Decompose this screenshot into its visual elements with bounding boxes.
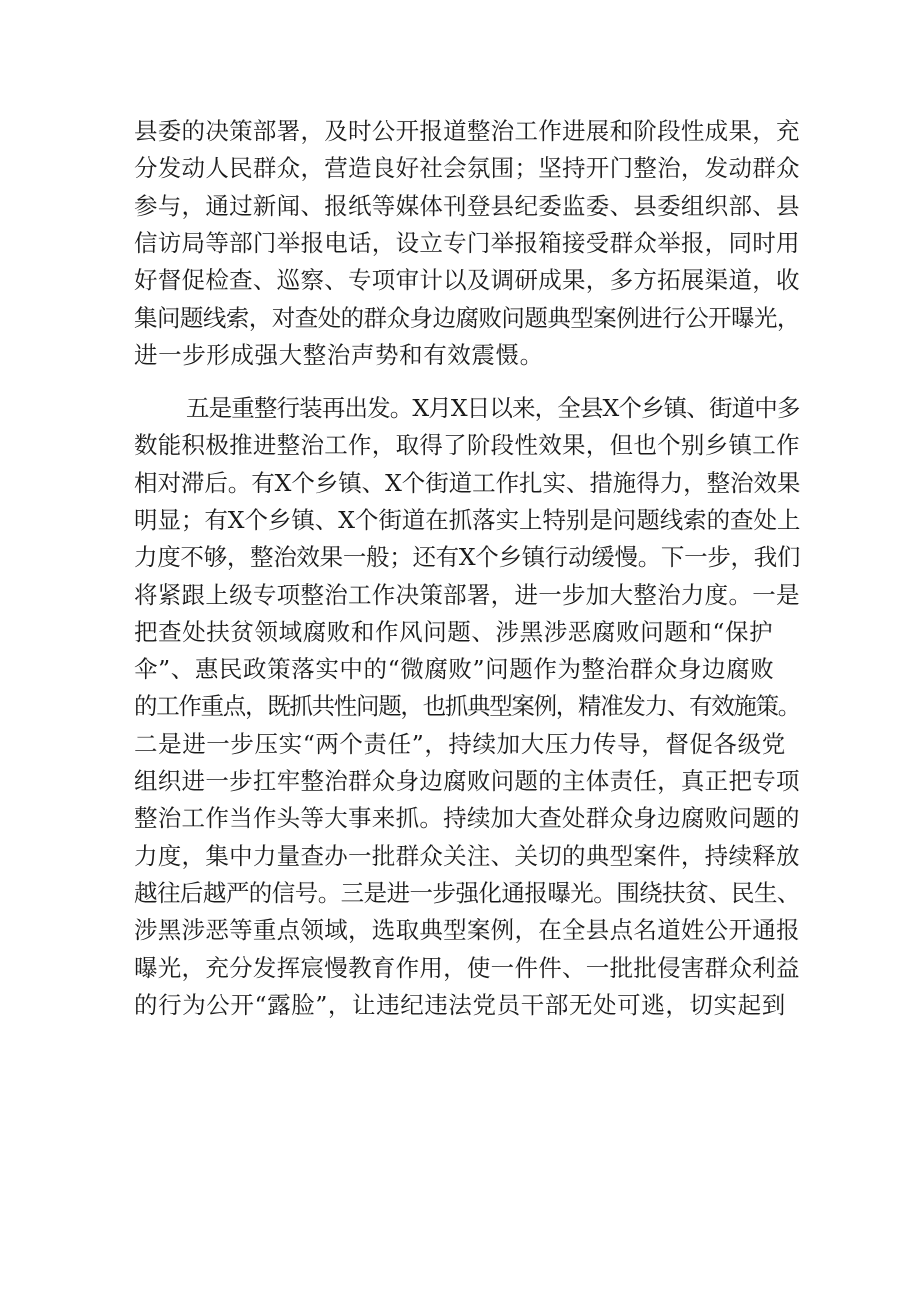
paragraph-2-line-8: 伞”、惠民政策落实中的“微腐败”问题作为整治群众身边腐败 bbox=[134, 655, 775, 683]
paragraph-2-line-4: 明显；有X个乡镇、X个街道在抓落实上特别是问题线索的查处上 bbox=[134, 506, 801, 534]
paragraph-2-line-7: 把查处扶贫领域腐败和作风问题、涉黑涉恶腐败问题和“保护 bbox=[134, 618, 774, 646]
paragraph-2-line-13: 力度，集中力量查办一批群众关注、关切的典型案件，持续释放 bbox=[134, 842, 800, 870]
paragraph-1-line-7: 进一步形成强大整治声势和有效震慑。 bbox=[134, 341, 544, 369]
paragraph-2-line-3: 相对滞后。有X个乡镇、X个街道工作扎实、措施得力，整治效果 bbox=[134, 469, 801, 497]
paragraph-2-line-14: 越往后越严的信号。三是进一步强化通报曝光。围绕扶贫、民生、 bbox=[134, 879, 800, 907]
paragraph-2-line-15: 涉黑涉恶等重点领域，选取典型案例，在全县点名道姓公开通报 bbox=[134, 916, 800, 944]
paragraph-2-line-16: 曝光，充分发挥宸慢教育作用，使一件件、一批批侵害群众利益 bbox=[134, 954, 800, 982]
paragraph-2-line-11: 组织进一步扛牢整治群众身边腐败问题的主体责任，真正把专项 bbox=[134, 767, 800, 795]
paragraph-2-line-1: 五是重整行装再出发。X月X日以来，全县X个乡镇、街道中多 bbox=[186, 394, 800, 422]
paragraph-2-line-5: 力度不够，整治效果一般；还有X个乡镇行动缓慢。下一步，我们 bbox=[134, 543, 801, 571]
paragraph-2-line-2: 数能积极推进整治工作，取得了阶段性效果，但也个别乡镇工作 bbox=[134, 431, 800, 459]
paragraph-1-line-3: 参与，通过新闻、报纸等媒体刊登县纪委监委、县委组织部、县 bbox=[134, 192, 800, 220]
paragraph-2-line-6: 将紧跟上级专项整治工作决策部署，进一步加大整治力度。一是 bbox=[134, 581, 800, 609]
paragraph-1-line-6: 集问题线索，对查处的群众身边腐败问题典型案例进行公开曝光， bbox=[134, 304, 800, 332]
paragraph-2-line-12: 整治工作当作头等大事来抓。持续加大查处群众身边腐败问题的 bbox=[134, 804, 800, 832]
paragraph-1-line-2: 分发动人民群众，营造良好社会氛围；坚持开门整治，发动群众 bbox=[134, 154, 800, 182]
paragraph-1-line-1: 县委的决策部署，及时公开报道整治工作进展和阶段性成果，充 bbox=[134, 117, 800, 145]
paragraph-1-line-4: 信访局等部门举报电话，设立专门举报箱接受群众举报，同时用 bbox=[134, 229, 800, 257]
paragraph-1-line-5: 好督促检查、巡察、专项审计以及调研成果，多方拓展渠道，收 bbox=[134, 266, 800, 294]
paragraph-2-line-9: 的工作重点，既抓共性问题，也抓典型案例，精准发力、有效施策。 bbox=[134, 692, 800, 720]
paragraph-2-line-10: 二是进一步压实“两个责任”，持续加大压力传导，督促各级党 bbox=[134, 730, 786, 758]
paragraph-2-line-17: 的行为公开“露脸”，让违纪违法党员干部无处可逃，切实起到 bbox=[134, 991, 786, 1019]
